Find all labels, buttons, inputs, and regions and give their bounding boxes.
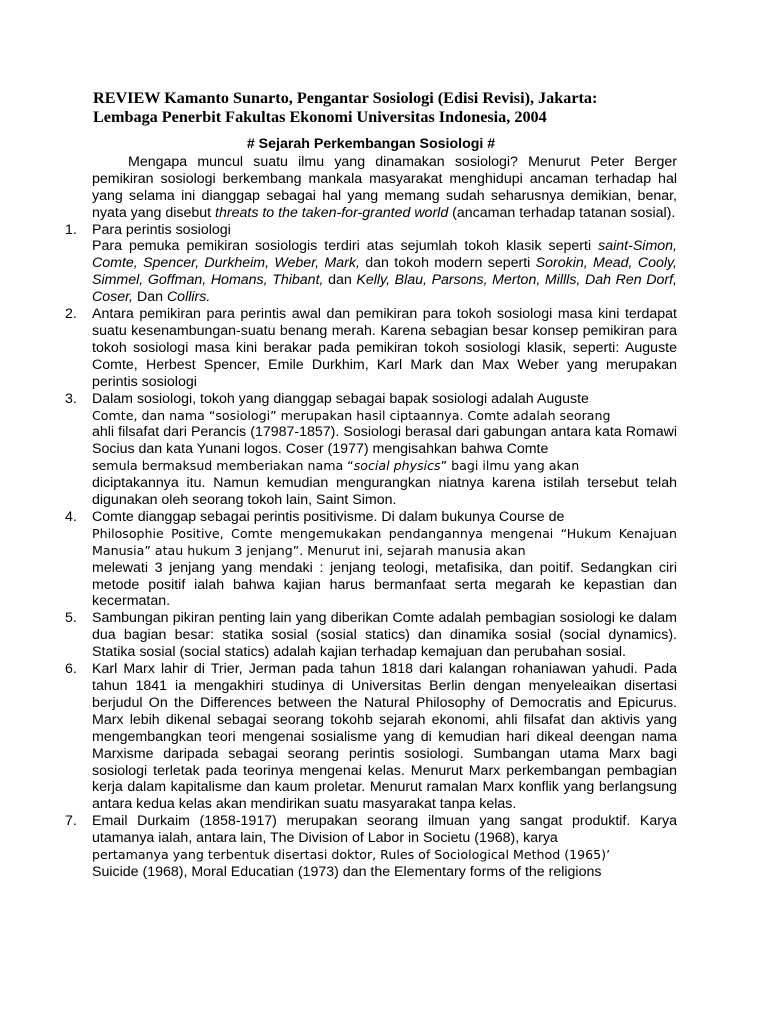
intro-text: Mengapa muncul suatu ilmu yang dinamakan sosiologi? Menurut Peter Berger pemikiran sosiologi berkembang mankala masyarakat menghidupi ancaman terhadap hal yang selama ini dianggap sebagai hal yang memang sudah seharusnya demikian, benar, nyata yang disebut bbox=[92, 153, 677, 221]
text-run: Comte dianggap sebagai perintis positivisme. Di dalam bukunya Course de bbox=[92, 508, 565, 525]
document-title bbox=[93, 89, 693, 127]
text-run: Dalam sosiologi, tokoh yang dianggap sebagai bapak sosiologi adalah Auguste bbox=[92, 390, 589, 407]
list-number: 4. bbox=[65, 508, 77, 525]
text-run: Para pemuka pemikiran sosiologis terdiri atas sejumlah tokoh klasik seperti bbox=[92, 238, 599, 255]
italic-names: saint-Simon, Comte, Spencer, Durkheim, Weber, Mark, bbox=[92, 238, 677, 272]
section-heading: # Sejarah Perkembangan Sosiologi # bbox=[246, 136, 496, 152]
text-run: Email Durkaim (1858-1917) merupakan seorang ilmuan yang sangat produktif. Karya utamanya ialah, antara lain, The Division of Labor in Societu (1968), karya bbox=[92, 813, 677, 847]
document-body bbox=[65, 136, 677, 881]
intro-text-end: (ancaman terhadap tatanan sosial). bbox=[448, 204, 676, 221]
text-run: dan bbox=[323, 272, 357, 289]
item-text bbox=[92, 813, 677, 881]
list-number: 1. bbox=[65, 221, 77, 238]
list-item-1 bbox=[65, 222, 677, 307]
text-run: Philosophie Positive, Comte mengemukakan pendangannya mengenai “Hukum Kenajuan Manusia” atau hukum 3 jenjang”. Menurut ini, sejarah manusia akan bbox=[92, 525, 677, 558]
list-number: 3. bbox=[65, 390, 77, 407]
list-number: 2. bbox=[65, 306, 77, 323]
text-run: Comte, dan nama “sosiologi” merupakan hasil ciptaannya. Comte adalah seorang bbox=[92, 407, 611, 423]
italic-names: Collirs. bbox=[166, 289, 211, 306]
text-run: ” bagi ilmu yang akan bbox=[440, 458, 580, 474]
item-text: Antara pemikiran para perintis awal dan pemikiran para tokoh sosiologi masa kini terdapat suatu kesenambungan-suatu benang merah. Karena sebagian besar konsep pemikiran para tokoh sosiologi masa kini berakar pada pemikiran tokoh sosiologi klasik, seperti: Auguste Comte, Herbest Spencer, Emile Durkhim, Karl Mark dan Max Weber yang merupakan perintis sosiologi bbox=[92, 306, 677, 390]
list-item-7 bbox=[65, 813, 677, 881]
list-number: 5. bbox=[65, 610, 77, 627]
title-line-1: REVIEW Kamanto Sunarto, Pengantar Sosiologi (Edisi Revisi), Jakarta: bbox=[93, 89, 598, 107]
item-text: Karl Marx lahir di Trier, Jerman pada tahun 1818 dari kalangan rohaniawan yahudi. Pada tahun 1841 ia mengakhiri studinya di Universitas Berlin dengan menyeleaikan disertasi berjudul On the Differences between the Natural Philosophy of Democratis and Epicurus. Marx lebih dikenal sebagai seorang tokohb sejarah ekonomi, ahli filsafat dan aktivis yang mengembangkan teori mengenai sosialisme yang di kemudian hari dikeal deengan nama Marxisme daripada sebagai seorang perintis sosiologi. Sumbangan utama Marx bagi sosiologi terletak pada teorinya mengenai kelas. Menurut Marx perkembangan pembagian kerja dalam kapitalisme dan kaum proletar. Menurut ramalan Marx konflik yang berlangsung antara kedua kelas akan mendirikan suatu masyarakat tanpa kelas. bbox=[92, 661, 677, 813]
list-item-3 bbox=[65, 391, 677, 509]
text-run: Dan bbox=[133, 289, 167, 306]
text-run: semula bermaksud memberiakan nama “ bbox=[92, 458, 354, 474]
intro-paragraph bbox=[92, 154, 677, 222]
italic-term: social physics bbox=[353, 458, 441, 474]
list-number: 7. bbox=[65, 813, 77, 830]
text-run: Suicide (1968), Moral Educatian (1973) dan the Elementary forms of the religions bbox=[92, 863, 602, 880]
list-item-2 bbox=[65, 306, 677, 391]
item-text bbox=[92, 391, 677, 509]
text-run: diciptakannya itu. Namun kemudian mengurangkan niatnya karena istilah tersebut telah digunakan oleh seorang tokoh lain, Saint Simon. bbox=[92, 475, 677, 509]
text-run: ahli filsafat dari Perancis (17987-1857). Sosiologi berasal dari gabungan antara kata Romawi Socius dan kata Yunani logos. Coser (1977) mengisahkan bahwa Comte bbox=[92, 424, 677, 458]
intro-italic-term: threats to the taken-for-granted world bbox=[215, 204, 449, 221]
item-text bbox=[92, 509, 677, 610]
item-text bbox=[92, 238, 677, 306]
list-item-6 bbox=[65, 661, 677, 813]
text-run: melewati 3 jenjang yang mendaki : jenjang teologi, metafisika, dan poitif. Sedangkan ciri metode positif ialah bahwa kajian harus bermanfaat serta megarah ke kepastian dan kecermatan. bbox=[92, 559, 677, 610]
list-number: 6. bbox=[65, 661, 77, 678]
list-item-5 bbox=[65, 610, 677, 661]
item-text: Sambungan pikiran penting lain yang diberikan Comte adalah pembagian sosiologi ke dalam dua bagian besar: statika sosial (sosial statics) dan dinamika sosial (social dynamics). Statika sosial (social statics) adalah kajian terhadap kemajuan dan perubahan sosial. bbox=[92, 610, 677, 661]
list-item-4 bbox=[65, 509, 677, 610]
italic-names: Sorokin, Mead, Cooly, Simmel, Goffman, Homans, Thibant, bbox=[92, 255, 677, 289]
title-line-2: Lembaga Penerbit Fakultas Ekonomi Universitas Indonesia, 2004 bbox=[93, 108, 547, 126]
italic-names: Kelly, Blau, Parsons, Merton, Millls, Dah Ren Dorf, Coser, bbox=[92, 272, 677, 306]
text-run: pertamanya yang terbentuk disertasi doktor, Rules of Sociological Method (1965)’ bbox=[92, 847, 611, 863]
item-heading: Para perintis sosiologi bbox=[92, 221, 231, 238]
text-run: dan tokoh modern seperti bbox=[359, 255, 536, 272]
